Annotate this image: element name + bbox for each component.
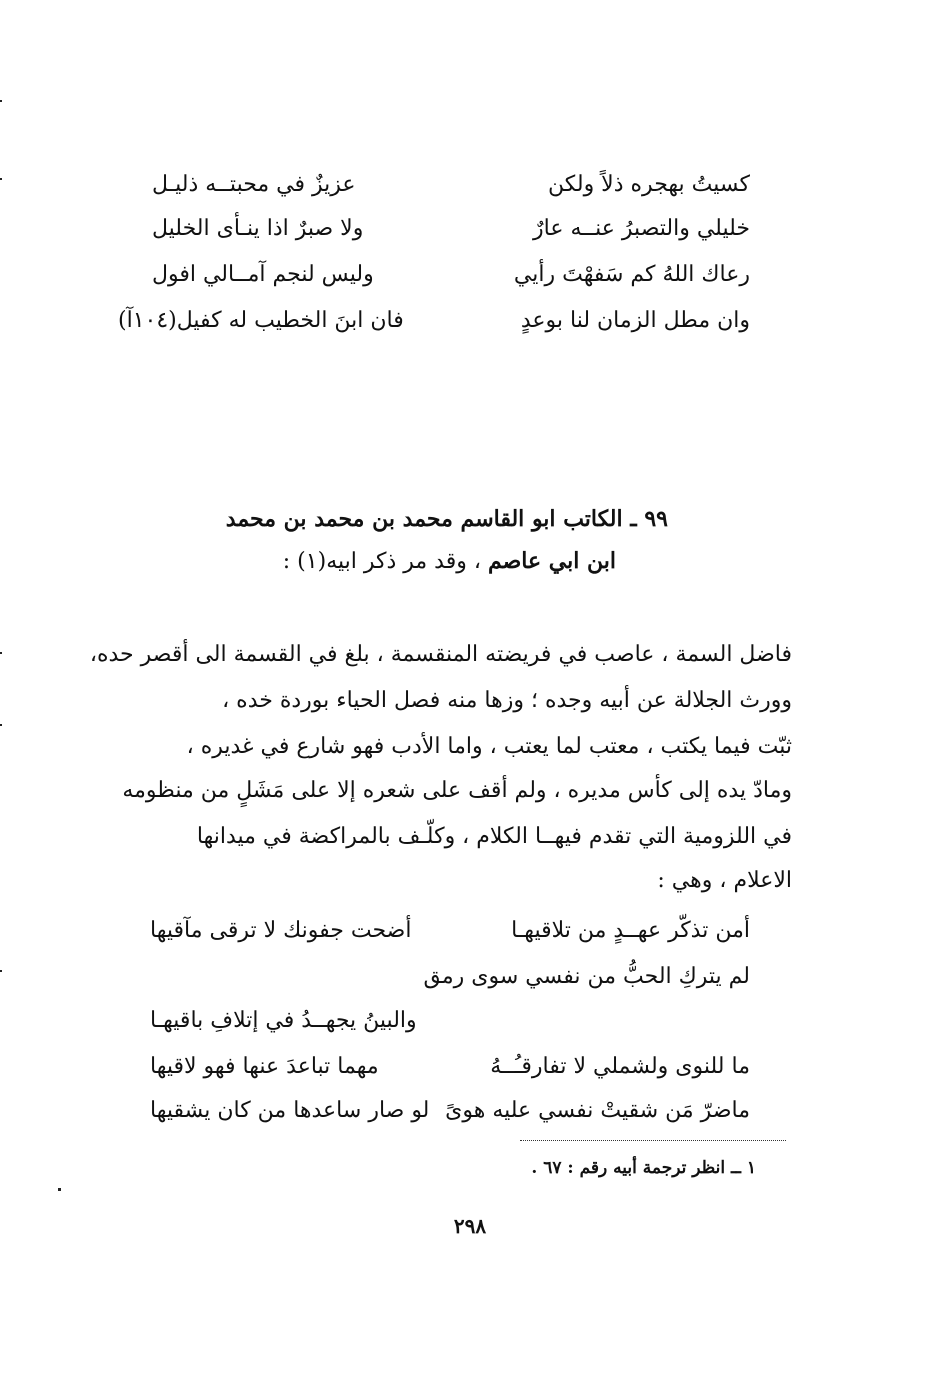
heading-note: ، وقد مر ذكر ابيه(١) : (282, 549, 481, 574)
poem2-line4-second-hemistich: مهما تباعدَ عنها فهو لاقيها (150, 1054, 379, 1079)
poem2-line3-second-hemistich: والبينُ يجهــدُ في إتلافِ باقيهـا (150, 1008, 417, 1033)
poem1-line3-second-hemistich: وليس لنجم آمــالي افول (152, 262, 374, 287)
poem2-line4-first-hemistich: ما للنوى ولشملي لا تفارقـُــهُ (490, 1054, 750, 1079)
scan-speck (0, 178, 2, 180)
page-number: ٢٩٨ (453, 1214, 487, 1238)
paragraph-line-1: فاضل السمة ، عاصب في فريضته المنقسمة ، بلغ في القسمة الى أقصر حده، (89, 642, 792, 667)
poem2-line1-first-hemistich: أمن تذكّر عهــدٍ من تلاقيهـا (511, 918, 750, 943)
heading-line-1: ٩٩ ـ الكاتب ابو القاسم محمد بن محمد بن محمد (225, 506, 668, 532)
poem1-line4-second-hemistich: فان ابنَ الخطيب له كفيل(١٠٤آ) (118, 308, 404, 333)
footnote-separator (520, 1140, 786, 1141)
poem1-line1-second-hemistich: عزيزٌ في محبتــه ذليـل (152, 172, 356, 197)
footnote: ١ ــ انظر ترجمة أبيه رقم : ٦٧ . (531, 1158, 756, 1178)
scan-speck (0, 652, 2, 654)
heading-name: ابن ابي عاصم (487, 548, 616, 574)
poem2-line1-second-hemistich: أضحت جفونك لا ترقى مآقيها (150, 918, 412, 943)
heading-line-2 (283, 546, 616, 577)
poem2-line5-second-hemistich: لو صار ساعدها من كان يشقيها (150, 1098, 430, 1123)
paragraph-line-2: وورث الجلالة عن أبيه وجده ؛ وزها منه فصل الحياء بوردة خده ، (222, 688, 792, 713)
poem2-line2-first-hemistich: لم يتركِ الحبُّ من نفسي سوى رمق (423, 964, 750, 989)
poem2-line5-first-hemistich: ماضرّ مَن شقيتْ نفسي عليه هوىً (445, 1098, 750, 1123)
scan-speck (0, 970, 2, 972)
poem1-line2-first-hemistich: خليلي والتصبرُ عنــه عارٌ (533, 216, 750, 241)
poem1-line4-first-hemistich: وان مطل الزمان لنا بوعدٍ (520, 308, 750, 333)
poem1-line3-first-hemistich: رعاك اللهُ كم سَفهْتَ رأيي (513, 262, 750, 287)
paragraph-line-4: ومادّ يده إلى كأس مديره ، ولم أقف على شعره إلا على مَشَلٍ من منظومه (122, 778, 792, 803)
scan-speck (0, 100, 2, 102)
paragraph-line-5: في اللزومية التي تقدم فيهــا الكلام ، وكلّـف بالمراكضة في ميدانها (196, 824, 792, 849)
scan-speck (58, 1188, 61, 1191)
poem1-line2-second-hemistich: ولا صبرٌ اذا ينـأى الخليل (152, 216, 364, 241)
paragraph-line-3: ثبّت فيما يكتب ، معتب لما يعتب ، واما الأدب فهو شارع في غديره ، (186, 734, 792, 759)
poem1-line1-first-hemistich: كسيتُ بهجره ذلاً ولكن (547, 172, 750, 197)
scan-speck (0, 724, 2, 726)
paragraph-line-6: الاعلام ، وهي : (657, 868, 792, 893)
